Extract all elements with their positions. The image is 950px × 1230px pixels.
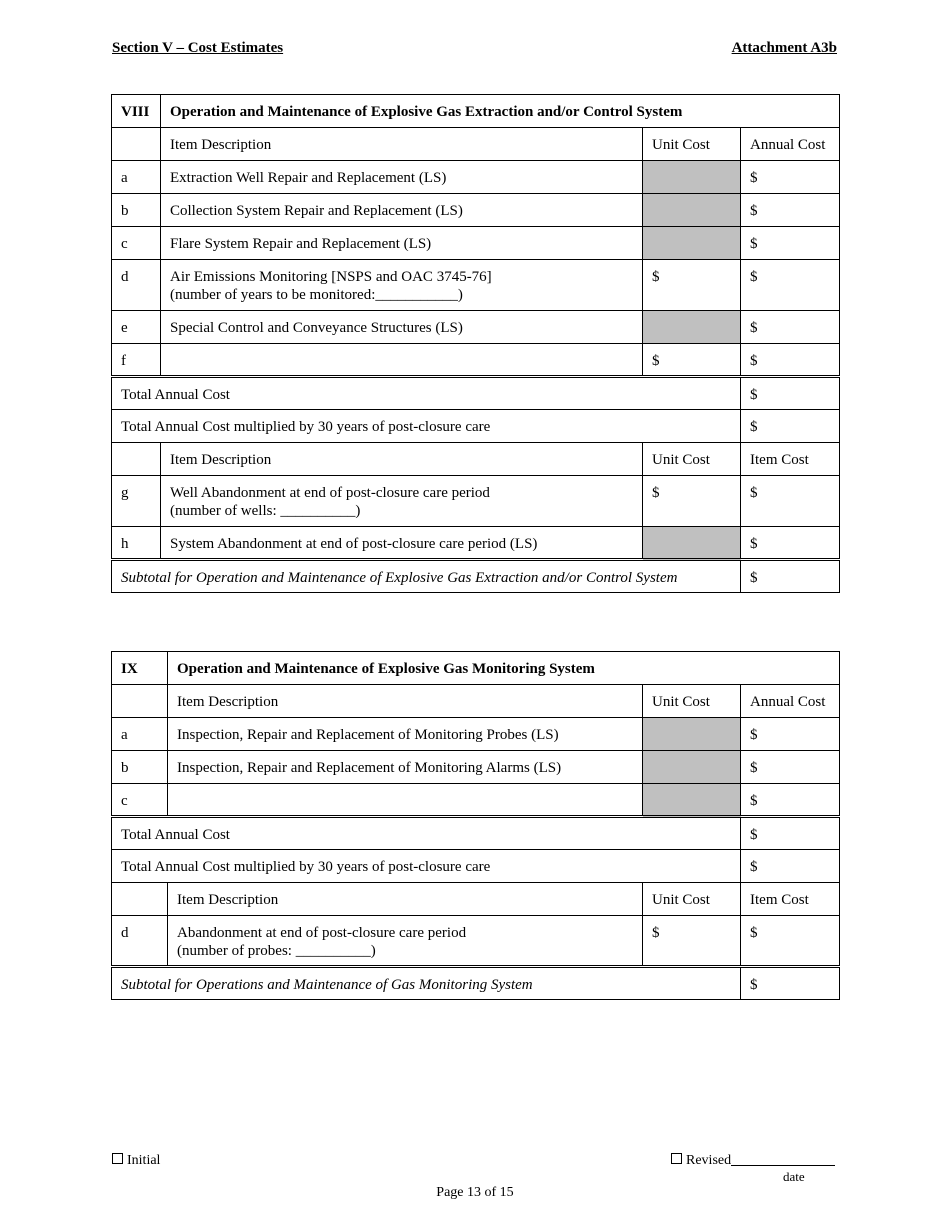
section-heading: Operation and Maintenance of Explosive Gas Extraction and/or Control System: [161, 95, 840, 128]
unit-cost-field[interactable]: $: [643, 476, 741, 527]
unit-cost-shaded: [643, 227, 741, 260]
row-id: d: [112, 916, 168, 967]
unit-cost-field[interactable]: $: [643, 344, 741, 377]
checkbox-icon[interactable]: [112, 1153, 123, 1164]
item-cost-field[interactable]: $: [741, 527, 840, 560]
item-cost-field[interactable]: $: [741, 916, 840, 967]
col-annual-cost: Annual Cost: [741, 685, 840, 718]
row-id: b: [112, 194, 161, 227]
unit-cost-shaded: [643, 784, 741, 817]
table-row: [112, 916, 840, 967]
row-description-line1: Air Emissions Monitoring [NSPS and OAC 3745-76]: [170, 269, 492, 285]
blank-cell: [112, 685, 168, 718]
row-description: Inspection, Repair and Replacement of Monitoring Probes (LS): [168, 718, 643, 751]
table-header-row: [112, 95, 840, 128]
section-ix-table: [111, 651, 840, 1000]
annual-cost-field[interactable]: $: [741, 718, 840, 751]
total-row: [112, 377, 840, 410]
table-row: [112, 784, 840, 817]
revised-option[interactable]: [671, 1153, 835, 1169]
row-id: c: [112, 227, 161, 260]
column-header-row: [112, 883, 840, 916]
subtotal-row: [112, 967, 840, 1000]
subtotal-field[interactable]: $: [741, 560, 840, 593]
revised-date-field[interactable]: [731, 1153, 835, 1166]
initial-option[interactable]: [112, 1153, 160, 1169]
item-cost-field[interactable]: $: [741, 476, 840, 527]
row-description-line2: (number of probes: __________): [177, 943, 376, 959]
unit-cost-shaded: [643, 751, 741, 784]
date-caption: date: [783, 1169, 805, 1184]
total-30-years-label: Total Annual Cost multiplied by 30 years of post-closure care: [112, 410, 741, 443]
unit-cost-shaded: [643, 161, 741, 194]
total-annual-cost-field[interactable]: $: [741, 377, 840, 410]
row-id: b: [112, 751, 168, 784]
total-30-row: [112, 410, 840, 443]
column-header-row: [112, 443, 840, 476]
annual-cost-field[interactable]: $: [741, 751, 840, 784]
row-description: System Abandonment at end of post-closure care period (LS): [161, 527, 643, 560]
annual-cost-field[interactable]: $: [741, 344, 840, 377]
col-item-description: Item Description: [161, 128, 643, 161]
row-description-blank[interactable]: [161, 344, 643, 377]
row-id: d: [112, 260, 161, 311]
unit-cost-shaded: [643, 194, 741, 227]
total-annual-cost-label: Total Annual Cost: [112, 817, 741, 850]
row-description-blank[interactable]: [168, 784, 643, 817]
subtotal-label: Subtotal for Operation and Maintenance of Explosive Gas Extraction and/or Control System: [112, 560, 741, 593]
row-id: c: [112, 784, 168, 817]
row-description: [161, 476, 643, 527]
row-description-line1: Abandonment at end of post-closure care period: [177, 925, 467, 941]
table-row: [112, 476, 840, 527]
unit-cost-shaded: [643, 718, 741, 751]
checkbox-icon[interactable]: [671, 1153, 682, 1164]
blank-cell: [112, 883, 168, 916]
row-description-line1: Well Abandonment at end of post-closure care period: [170, 485, 490, 501]
column-header-row: [112, 685, 840, 718]
table-row: [112, 527, 840, 560]
row-description-line2: (number of years to be monitored:___________): [170, 287, 463, 303]
section-heading: Operation and Maintenance of Explosive Gas Monitoring System: [168, 652, 840, 685]
blank-cell: [112, 128, 161, 161]
total-30-years-field[interactable]: $: [741, 410, 840, 443]
table-row: [112, 344, 840, 377]
table-row: [112, 751, 840, 784]
col-item-description: Item Description: [161, 443, 643, 476]
page-number: Page 13 of 15: [436, 1185, 514, 1200]
section-number: IX: [112, 652, 168, 685]
row-id: f: [112, 344, 161, 377]
col-item-description: Item Description: [168, 883, 643, 916]
col-item-cost: Item Cost: [741, 443, 840, 476]
total-row: [112, 817, 840, 850]
total-30-years-label: Total Annual Cost multiplied by 30 years of post-closure care: [112, 850, 741, 883]
row-id: g: [112, 476, 161, 527]
blank-cell: [112, 443, 161, 476]
annual-cost-field[interactable]: $: [741, 784, 840, 817]
col-unit-cost: Unit Cost: [643, 883, 741, 916]
col-unit-cost: Unit Cost: [643, 685, 741, 718]
row-description: Collection System Repair and Replacement (LS): [161, 194, 643, 227]
row-id: h: [112, 527, 161, 560]
annual-cost-field[interactable]: $: [741, 161, 840, 194]
row-description: Extraction Well Repair and Replacement (LS): [161, 161, 643, 194]
col-item-description: Item Description: [168, 685, 643, 718]
annual-cost-field[interactable]: $: [741, 194, 840, 227]
row-description-line2: (number of wells: __________): [170, 503, 361, 519]
unit-cost-field[interactable]: $: [643, 916, 741, 967]
unit-cost-field[interactable]: $: [643, 260, 741, 311]
table-row: [112, 718, 840, 751]
subtotal-field[interactable]: $: [741, 967, 840, 1000]
table-row: [112, 260, 840, 311]
table-header-row: [112, 652, 840, 685]
section-title: Section V – Cost Estimates: [112, 40, 284, 56]
table-row: [112, 161, 840, 194]
total-annual-cost-label: Total Annual Cost: [112, 377, 741, 410]
initial-label: Initial: [127, 1153, 161, 1168]
row-description: [168, 916, 643, 967]
table-row: [112, 194, 840, 227]
col-annual-cost: Annual Cost: [741, 128, 840, 161]
row-id: a: [112, 718, 168, 751]
table-row: [112, 311, 840, 344]
row-id: a: [112, 161, 161, 194]
row-description: Special Control and Conveyance Structures (LS): [161, 311, 643, 344]
section-number: VIII: [112, 95, 161, 128]
col-item-cost: Item Cost: [741, 883, 840, 916]
revised-label: Revised: [686, 1153, 732, 1168]
annual-cost-field[interactable]: $: [741, 260, 840, 311]
row-id: e: [112, 311, 161, 344]
total-annual-cost-field[interactable]: $: [741, 817, 840, 850]
annual-cost-field[interactable]: $: [741, 227, 840, 260]
table-row: [112, 227, 840, 260]
column-header-row: [112, 128, 840, 161]
row-description: [161, 260, 643, 311]
attachment-label: Attachment A3b: [731, 40, 837, 56]
total-30-row: [112, 850, 840, 883]
subtotal-label: Subtotal for Operations and Maintenance of Gas Monitoring System: [112, 967, 741, 1000]
col-unit-cost: Unit Cost: [643, 128, 741, 161]
unit-cost-shaded: [643, 311, 741, 344]
annual-cost-field[interactable]: $: [741, 311, 840, 344]
unit-cost-shaded: [643, 527, 741, 560]
subtotal-row: [112, 560, 840, 593]
section-viii-table: [111, 94, 840, 593]
row-description: Inspection, Repair and Replacement of Monitoring Alarms (LS): [168, 751, 643, 784]
col-unit-cost: Unit Cost: [643, 443, 741, 476]
total-30-years-field[interactable]: $: [741, 850, 840, 883]
row-description: Flare System Repair and Replacement (LS): [161, 227, 643, 260]
